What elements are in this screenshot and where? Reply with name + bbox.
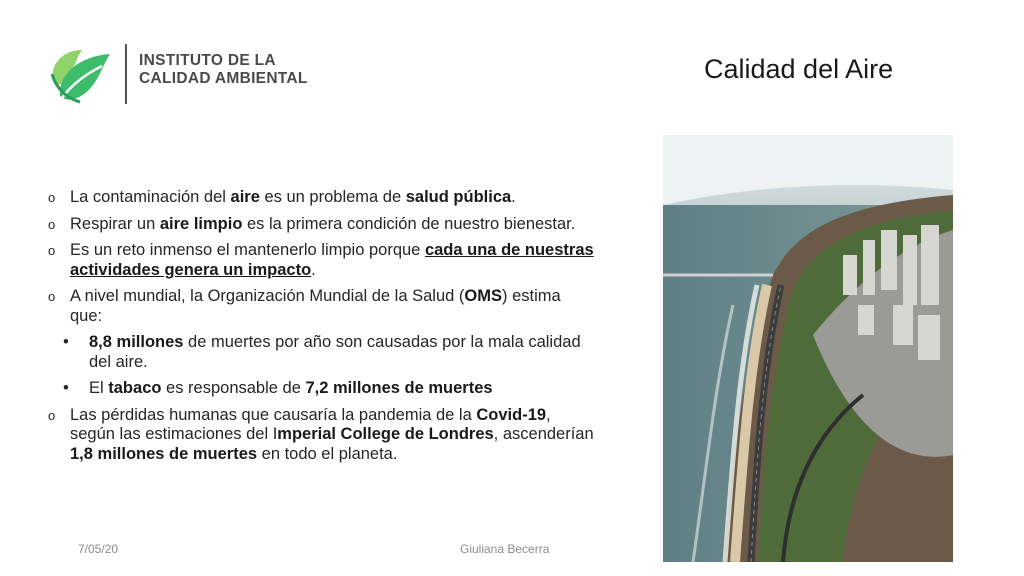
bold-text: mperial College de Londres bbox=[277, 425, 494, 443]
bold-text: aire limpio bbox=[159, 214, 243, 233]
bold-text: tabaco bbox=[108, 379, 162, 397]
logo-text bbox=[139, 52, 308, 88]
logo-divider bbox=[125, 44, 127, 104]
bullet-item bbox=[48, 188, 596, 208]
bullet-item bbox=[48, 406, 596, 465]
bold-text: salud pública bbox=[405, 188, 512, 206]
text-run: Las pérdidas humanas que causaría la pandemia de la bbox=[70, 405, 477, 424]
text-run: , ascenderían bbox=[493, 425, 594, 443]
text-run: Es un reto inmenso el mantenerlo limpio porque bbox=[70, 241, 425, 259]
bold-text: 8,8 millones bbox=[89, 333, 184, 351]
bold-text: 7,2 millones de muertes bbox=[305, 379, 493, 397]
sub-bullet-marker: • bbox=[63, 379, 69, 397]
bold-text: aire bbox=[230, 188, 260, 206]
text-run: . bbox=[511, 188, 516, 206]
text-run: A nivel mundial, la Organización Mundial de la Salud ( bbox=[70, 287, 465, 305]
institute-logo bbox=[46, 44, 346, 106]
bullet-marker: o bbox=[48, 407, 56, 423]
text-run: es un problema de bbox=[259, 188, 406, 206]
bullet-item bbox=[48, 287, 596, 326]
aerial-coast-image bbox=[663, 135, 953, 562]
bold-text: OMS bbox=[464, 287, 502, 305]
text-run: ) estima que: bbox=[70, 287, 561, 325]
logo-line-2: CALIDAD AMBIENTAL bbox=[139, 70, 308, 87]
bullet-item bbox=[48, 215, 596, 235]
footer-date: 7/05/20 bbox=[78, 542, 119, 556]
bold-text: Covid-19 bbox=[476, 405, 547, 424]
text-run: El bbox=[89, 379, 109, 397]
text-run: de muertes por año son causadas por la mala calidad del aire. bbox=[89, 333, 581, 371]
leaf-logo-icon bbox=[46, 44, 116, 106]
sub-bullet-item bbox=[48, 333, 596, 372]
footer-author: Giuliana Becerra bbox=[460, 542, 550, 556]
logo-line-1: INSTITUTO DE LA bbox=[139, 52, 276, 69]
sub-bullet-item bbox=[48, 379, 596, 399]
coastal-city-photo bbox=[663, 135, 953, 562]
underlined-bold-text: cada una de nuestras actividades genera un impacto bbox=[70, 241, 594, 279]
bullet-marker: o bbox=[48, 190, 56, 205]
text-run: es responsable de bbox=[161, 379, 306, 397]
text-run: . bbox=[311, 260, 316, 279]
bullet-marker: o bbox=[48, 243, 56, 258]
bold-text: 1,8 millones de muertes bbox=[70, 444, 258, 463]
text-run: , según las estimaciones del I bbox=[70, 405, 551, 443]
bullet-item bbox=[48, 241, 596, 280]
bullet-list bbox=[48, 188, 596, 471]
text-run: en todo el planeta. bbox=[257, 444, 398, 463]
text-run: es la primera condición de nuestro bienestar. bbox=[242, 214, 576, 233]
bullet-marker: o bbox=[48, 216, 56, 232]
sub-bullet-marker: • bbox=[63, 333, 69, 351]
slide-title: Calidad del Aire bbox=[704, 54, 894, 84]
bullet-marker: o bbox=[48, 289, 56, 304]
text-run: La contaminación del bbox=[70, 188, 231, 206]
text-run: Respirar un bbox=[70, 214, 160, 233]
